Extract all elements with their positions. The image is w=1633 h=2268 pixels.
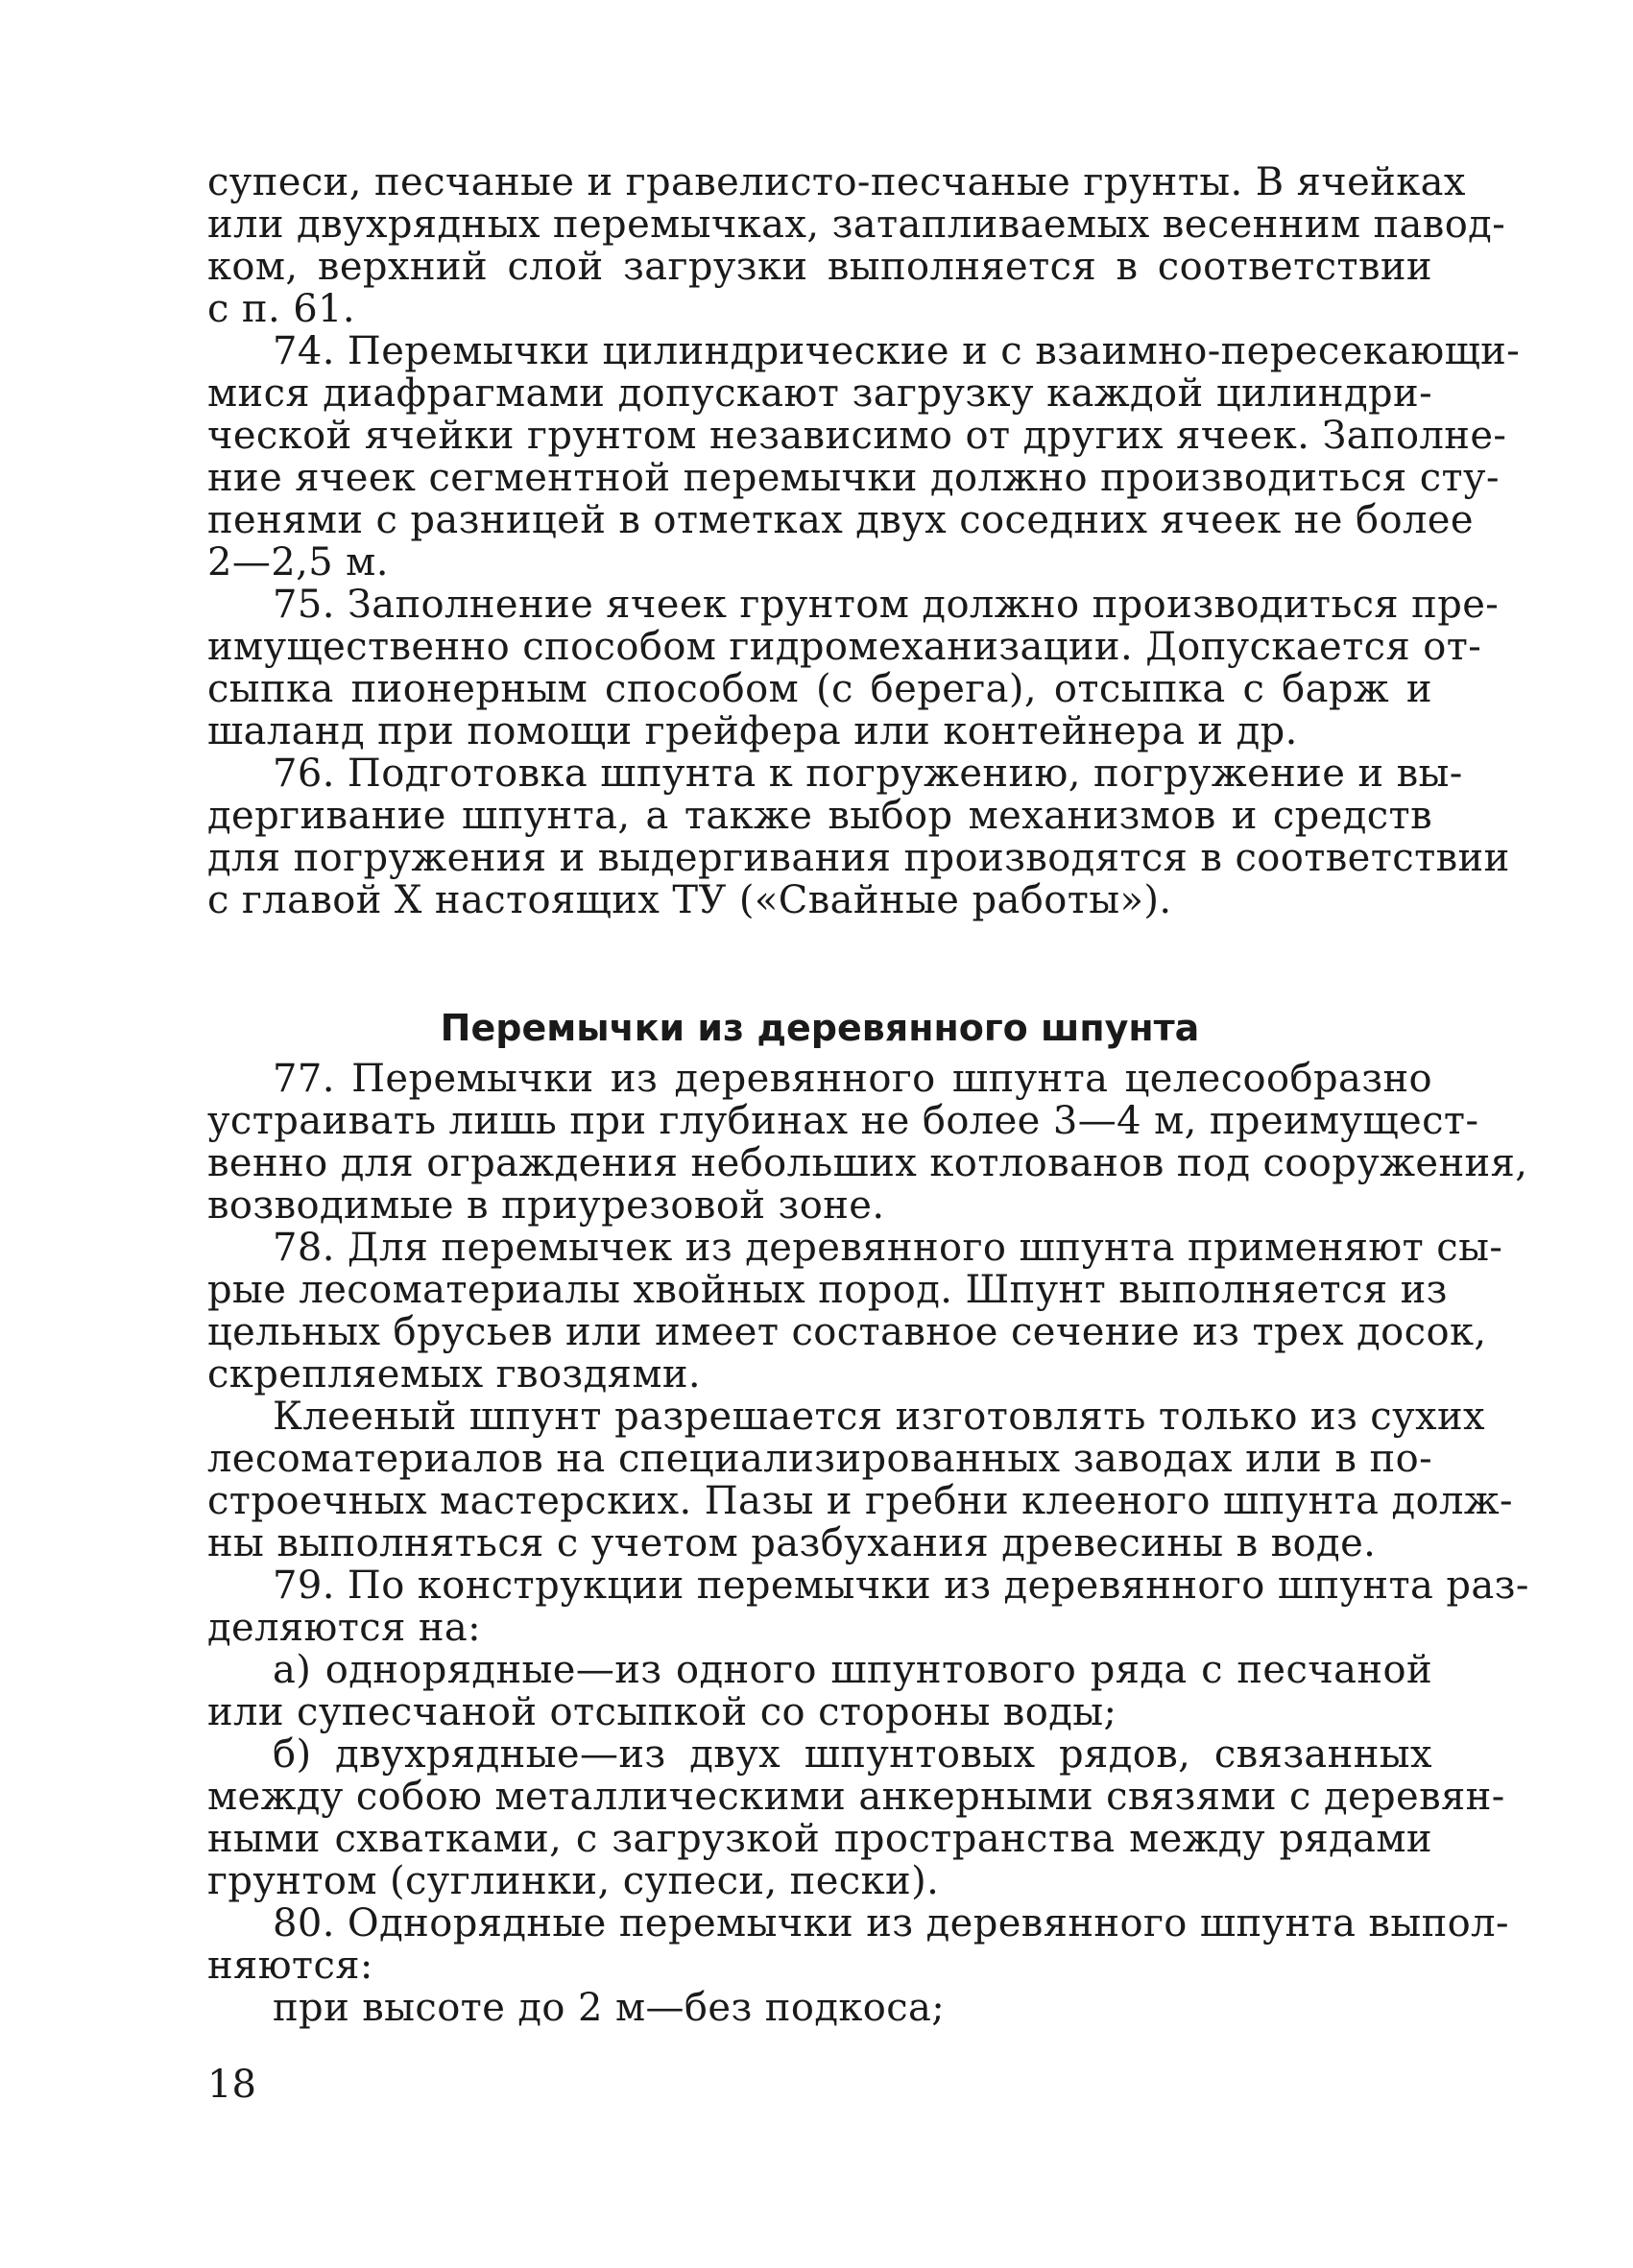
text-line: 80. Однорядные перемычки из деревянного шпунта выпол- bbox=[273, 1901, 1509, 1946]
text-line: сыпка пионерным способом (с берега), отсыпка с барж и bbox=[207, 667, 1432, 711]
text-line: 75. Заполнение ячеек грунтом должно производиться пре- bbox=[273, 583, 1500, 627]
text-line: или супесчаной отсыпкой со стороны воды; bbox=[207, 1690, 1117, 1734]
text-line: имущественно способом гидромеханизации. Допускается от- bbox=[207, 625, 1482, 669]
text-line: ны выполняться с учетом разбухания древесины в воде. bbox=[207, 1521, 1377, 1565]
text-line: цельных брусьев или имеет составное сечение из трех досок, bbox=[207, 1310, 1487, 1354]
text-line: для погружения и выдергивания производятся в соответствии bbox=[207, 836, 1510, 880]
text-line: а) однорядные—из одного шпунтового ряда с песчаной bbox=[273, 1648, 1432, 1692]
text-line: 77. Перемычки из деревянного шпунта целесообразно bbox=[273, 1057, 1432, 1101]
paragraph bbox=[207, 1226, 1503, 1397]
body-text-top bbox=[207, 160, 1521, 922]
text-line: 76. Подготовка шпунта к погружению, погружение и вы- bbox=[273, 752, 1463, 796]
text-line: Клееный шпунт разрешается изготовлять только из сухих bbox=[273, 1395, 1486, 1439]
text-line: с главой X настоящих ТУ («Свайные работы»). bbox=[207, 878, 1172, 922]
text-line: скрепляемых гвоздями. bbox=[207, 1352, 702, 1397]
text-line: грунтом (суглинки, супеси, пески). bbox=[207, 1859, 940, 1903]
paragraph bbox=[207, 1564, 1529, 1650]
paragraph bbox=[207, 1732, 1505, 1903]
text-line: ными схватками, с загрузкой пространства между рядами bbox=[207, 1817, 1432, 1861]
text-line: дергивание шпунта, а также выбор механизмов и средств bbox=[207, 794, 1432, 838]
paragraph bbox=[207, 1057, 1528, 1228]
text-line: с п. 61. bbox=[207, 287, 356, 331]
section-heading: Перемычки из деревянного шпунта bbox=[440, 1007, 1200, 1049]
text-line: деляются на: bbox=[207, 1606, 482, 1650]
text-line: устраивать лишь при глубинах не более 3—4 м, преимущест- bbox=[207, 1099, 1479, 1143]
page-body bbox=[207, 160, 1529, 2030]
text-line: 74. Перемычки цилиндрические и с взаимно-пересекающи- bbox=[273, 329, 1521, 373]
paragraph bbox=[207, 752, 1510, 922]
paragraph bbox=[207, 1987, 1432, 2029]
paragraph bbox=[207, 1395, 1513, 1565]
text-line: между собою металлическими анкерными связями с деревян- bbox=[207, 1775, 1505, 1819]
text-line: 78. Для перемычек из деревянного шпунта применяют сы- bbox=[273, 1226, 1503, 1270]
text-line: лесоматериалов на специализированных заводах или в по- bbox=[207, 1437, 1432, 1481]
text-line: 79. По конструкции перемычки из деревянного шпунта раз- bbox=[273, 1564, 1529, 1608]
section-gap bbox=[207, 921, 1432, 1006]
text-line: ческой ячейки грунтом независимо от других ячеек. Заполне- bbox=[207, 414, 1507, 458]
text-line: супеси, песчаные и гравелисто-песчаные грунты. В ячейках bbox=[207, 160, 1466, 204]
page-number: 18 bbox=[207, 2063, 256, 2107]
paragraph bbox=[207, 160, 1506, 331]
text-line: пенями с разницей в отметках двух соседних ячеек не более bbox=[207, 498, 1474, 542]
text-line: рые лесоматериалы хвойных пород. Шпунт выполняется из bbox=[207, 1268, 1448, 1312]
text-line: строечных мастерских. Пазы и гребни клееного шпунта долж- bbox=[207, 1479, 1513, 1523]
body-text-section bbox=[207, 1057, 1529, 2030]
text-line: венно для ограждения небольших котлованов под сооружения, bbox=[207, 1141, 1528, 1185]
paragraph bbox=[207, 329, 1521, 585]
text-line: шаланд при помощи грейфера или контейнера и др. bbox=[207, 709, 1298, 753]
paragraph bbox=[207, 583, 1500, 753]
text-line: при высоте до 2 м—без подкоса; bbox=[273, 1986, 946, 2030]
text-line: возводимые в приурезовой зоне. bbox=[207, 1183, 885, 1228]
text-line: ние ячеек сегментной перемычки должно производиться сту- bbox=[207, 456, 1500, 500]
text-line: или двухрядных перемычках, затапливаемых весенним павод- bbox=[207, 203, 1506, 247]
text-line: няются: bbox=[207, 1944, 373, 1988]
paragraph bbox=[207, 1901, 1509, 1988]
text-line: 2—2,5 м. bbox=[207, 540, 389, 585]
text-line: мися диафрагмами допускают загрузку каждой цилиндри- bbox=[207, 371, 1432, 416]
text-line: ком, верхний слой загрузки выполняется в соответствии bbox=[207, 245, 1432, 289]
paragraph bbox=[207, 1649, 1432, 1733]
text-line: б) двухрядные—из двух шпунтовых рядов, связанных bbox=[273, 1732, 1432, 1777]
